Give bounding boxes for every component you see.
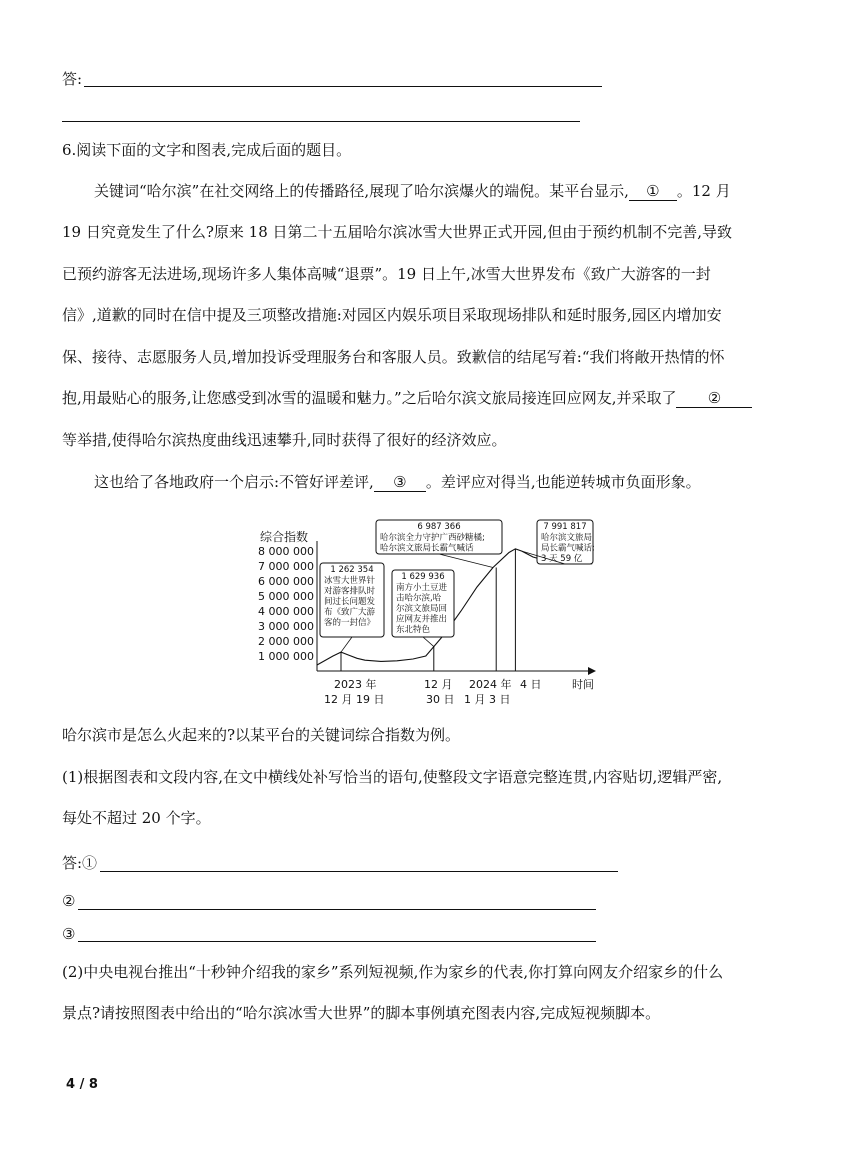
question-title: 6.阅读下面的文字和图表,完成后面的题目。 bbox=[62, 141, 352, 159]
para1-line6 bbox=[62, 388, 752, 408]
annotation-text: 南方小土豆进 bbox=[396, 583, 448, 593]
x-tick-label: 12 月 bbox=[424, 678, 453, 691]
para1-line3: 已预约游客无法进场,现场许多人集体高喊“退票”。19 日上午,冰雪大世界发布《致广大游客的一封 bbox=[62, 265, 711, 283]
subq1-line2: 每处不超过 20 个字。 bbox=[62, 809, 211, 827]
x-tick-label: 2024 年 bbox=[469, 678, 512, 691]
x-tick-label: 12 月 19 日 bbox=[324, 693, 385, 706]
blank-2[interactable]: ② bbox=[676, 389, 752, 408]
annotation-pointer bbox=[439, 554, 493, 568]
annotation-value: 7 991 817 bbox=[543, 522, 587, 532]
para1-line2: 19 日究竟发生了什么?原来 18 日第二十五届哈尔滨冰雪大世界正式开园,但由于预约机制不完善,导致 bbox=[62, 223, 733, 241]
answer1-line[interactable] bbox=[100, 871, 618, 872]
answer-line-2[interactable] bbox=[62, 121, 580, 122]
annotation-text: 击哈尔滨,哈 bbox=[396, 593, 442, 604]
page-number: 4 / 8 bbox=[66, 1077, 98, 1092]
para1-text: 抱,用最贴心的服务,让您感受到冰雪的温暖和魅力。”之后哈尔滨文旅局接连回应网友,并采取了 bbox=[62, 389, 677, 407]
para1-line4: 信》,道歉的同时在信中提及三项整改措施:对园区内娱乐项目采取现场排队和延时服务,园区内增加安 bbox=[62, 306, 722, 324]
subq1-line1: (1)根据图表和文段内容,在文中横线处补写恰当的语句,使整段文字语意完整连贯,内容贴切,逻辑严密, bbox=[62, 768, 723, 786]
subq2-line2: 景点?请按照图表中给出的“哈尔滨冰雪大世界”的脚本事例填充图表内容,完成短视频脚本。 bbox=[62, 1004, 661, 1022]
y-tick-label: 8 000 000 bbox=[258, 545, 314, 558]
y-tick-label: 6 000 000 bbox=[258, 575, 314, 588]
para1-line5: 保、接待、志愿服务人员,增加投诉受理服务台和客服人员。致歉信的结尾写着:“我们将敞开热情的怀 bbox=[62, 348, 725, 366]
para1-line7: 等举措,使得哈尔滨热度曲线迅速攀升,同时获得了很好的经济效应。 bbox=[62, 431, 507, 449]
annotation-text: 布《致广大游 bbox=[324, 607, 376, 618]
para2-text: 。差评应对得当,也能逆转城市负面形象。 bbox=[425, 473, 701, 491]
annotation-text: 尔滨文旅局回 bbox=[396, 604, 448, 614]
annotation-text: 客的一封信》 bbox=[324, 618, 376, 628]
annotation-pointer bbox=[341, 637, 352, 652]
annotation-text: 东北特色 bbox=[396, 625, 431, 635]
para1-text: 关键词“哈尔滨”在社交网络上的传播路径,展现了哈尔滨爆火的端倪。某平台显示, bbox=[94, 182, 629, 200]
answer2-line[interactable] bbox=[78, 909, 596, 910]
annotation-text: 哈尔滨文旅局 bbox=[541, 533, 593, 543]
answer-label: 答: bbox=[62, 70, 83, 88]
annotation-text: 对游客排队时 bbox=[324, 586, 376, 597]
blank-3[interactable]: ③ bbox=[374, 473, 426, 492]
y-tick-label: 1 000 000 bbox=[258, 650, 314, 663]
answer1-label: 答:① bbox=[62, 854, 98, 872]
x-tick-label: 4 日 bbox=[520, 678, 542, 691]
chart-caption: 哈尔滨市是怎么火起来的?以某平台的关键词综合指数为例。 bbox=[62, 726, 461, 744]
annotation-text: 冰雪大世界针 bbox=[324, 576, 376, 586]
para1-line1 bbox=[94, 181, 731, 201]
para2-text: 这也给了各地政府一个启示:不管好评差评, bbox=[94, 473, 374, 491]
x-tick-label: 2023 年 bbox=[334, 678, 377, 691]
annotation-text: 哈尔滨全力守护广西砂糖橘; bbox=[380, 533, 485, 543]
annotation-text: 间过长问题发 bbox=[324, 597, 376, 607]
y-tick-label: 4 000 000 bbox=[258, 605, 314, 618]
annotation-text: 哈尔滨文旅局长霸气喊话 bbox=[380, 543, 474, 554]
para2-line bbox=[94, 472, 701, 492]
answer3-label: ③ bbox=[62, 925, 76, 943]
y-axis-label: 综合指数 bbox=[260, 530, 309, 544]
y-tick-label: 2 000 000 bbox=[258, 635, 314, 648]
annotation-text: 局长霸气喊话: bbox=[541, 543, 595, 554]
x-tick-label: 1 月 3 日 bbox=[464, 693, 511, 706]
annotation-pointer bbox=[423, 637, 434, 647]
x-axis-label: 时间 bbox=[572, 678, 594, 691]
annotation-value: 6 987 366 bbox=[417, 522, 461, 532]
answer3-line[interactable] bbox=[78, 941, 596, 942]
annotation-text: 应网友并推出 bbox=[396, 614, 448, 625]
index-chart bbox=[254, 515, 614, 710]
blank-1[interactable]: ① bbox=[629, 182, 677, 201]
answer2-label: ② bbox=[62, 892, 76, 910]
y-tick-label: 5 000 000 bbox=[258, 590, 314, 603]
annotation-value: 1 629 936 bbox=[401, 572, 445, 582]
para1-text: 。12 月 bbox=[676, 182, 731, 200]
x-tick-label: 30 日 bbox=[426, 693, 455, 706]
annotation-value: 1 262 354 bbox=[330, 565, 374, 575]
answer-line-1[interactable] bbox=[84, 86, 602, 87]
annotation-text: 3 天 59 亿 bbox=[541, 554, 583, 564]
y-tick-label: 3 000 000 bbox=[258, 620, 314, 633]
y-tick-label: 7 000 000 bbox=[258, 560, 314, 573]
subq2-line1: (2)中央电视台推出“十秒钟介绍我的家乡”系列短视频,作为家乡的代表,你打算向网友介绍家乡的什么 bbox=[62, 963, 724, 981]
